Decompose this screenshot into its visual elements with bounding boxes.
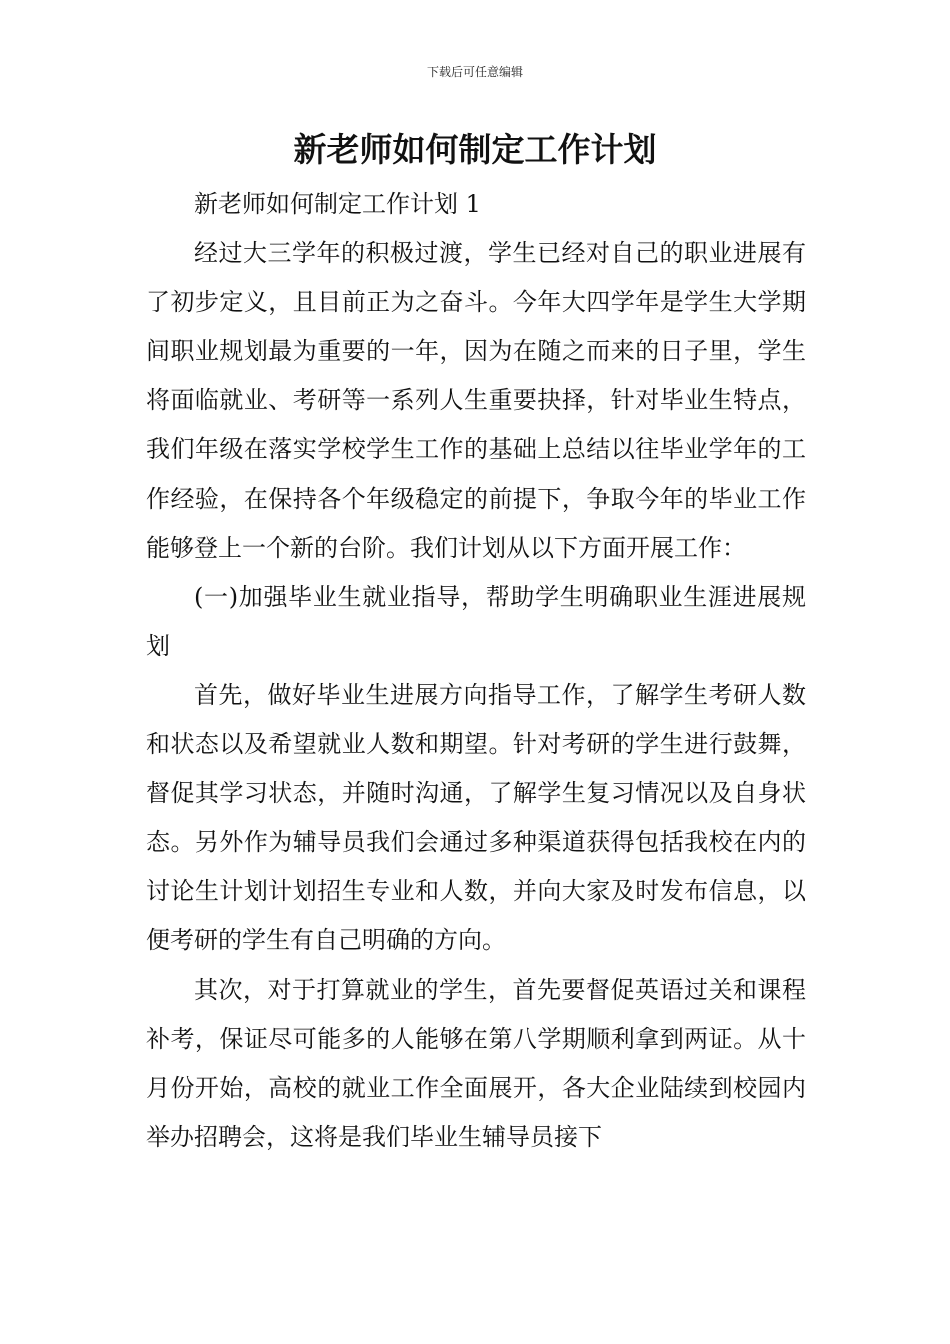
document-title: 新老师如何制定工作计划 [293,130,657,169]
document-body [146,180,806,1162]
section-heading-1: (一)加强毕业生就业指导，帮助学生明确职业生涯进展规划 [146,582,806,660]
paragraph-first: 首先，做好毕业生进展方向指导工作，了解学生考研人数和状态以及希望就业人数和期望。针对考研的学生进行鼓舞，督促其学习状态，并随时沟通，了解学生复习情况以及自身状态。另外作为辅导员我们会通过多种渠道获得包括我校在内的讨论生计划计划招生专业和人数，并向大家及时发布信息，以便考研的学生有自己明确的方向。 [146,680,806,955]
header-note: 下载后可任意编辑 [426,65,523,79]
section-subtitle: 新老师如何制定工作计划 1 [194,190,481,218]
paragraph-second: 其次，对于打算就业的学生，首先要督促英语过关和课程补考，保证尽可能多的人能够在第八学期顺利拿到两证。从十月份开始，高校的就业工作全面展开，各大企业陆续到校园内举办招聘会，这将是我们毕业生辅导员接下 [146,975,806,1151]
paragraph-intro: 经过大三学年的积极过渡，学生已经对自己的职业进展有了初步定义，且目前正为之奋斗。今年大四学年是学生大学期间职业规划最为重要的一年，因为在随之而来的日子里，学生将面临就业、考研等一系列人生重要抉择，针对毕业生特点，我们年级在落实学校学生工作的基础上总结以往毕业学年的工作经验，在保持各个年级稳定的前提下，争取今年的毕业工作能够登上一个新的台阶。我们计划从以下方面开展工作： [146,239,806,562]
